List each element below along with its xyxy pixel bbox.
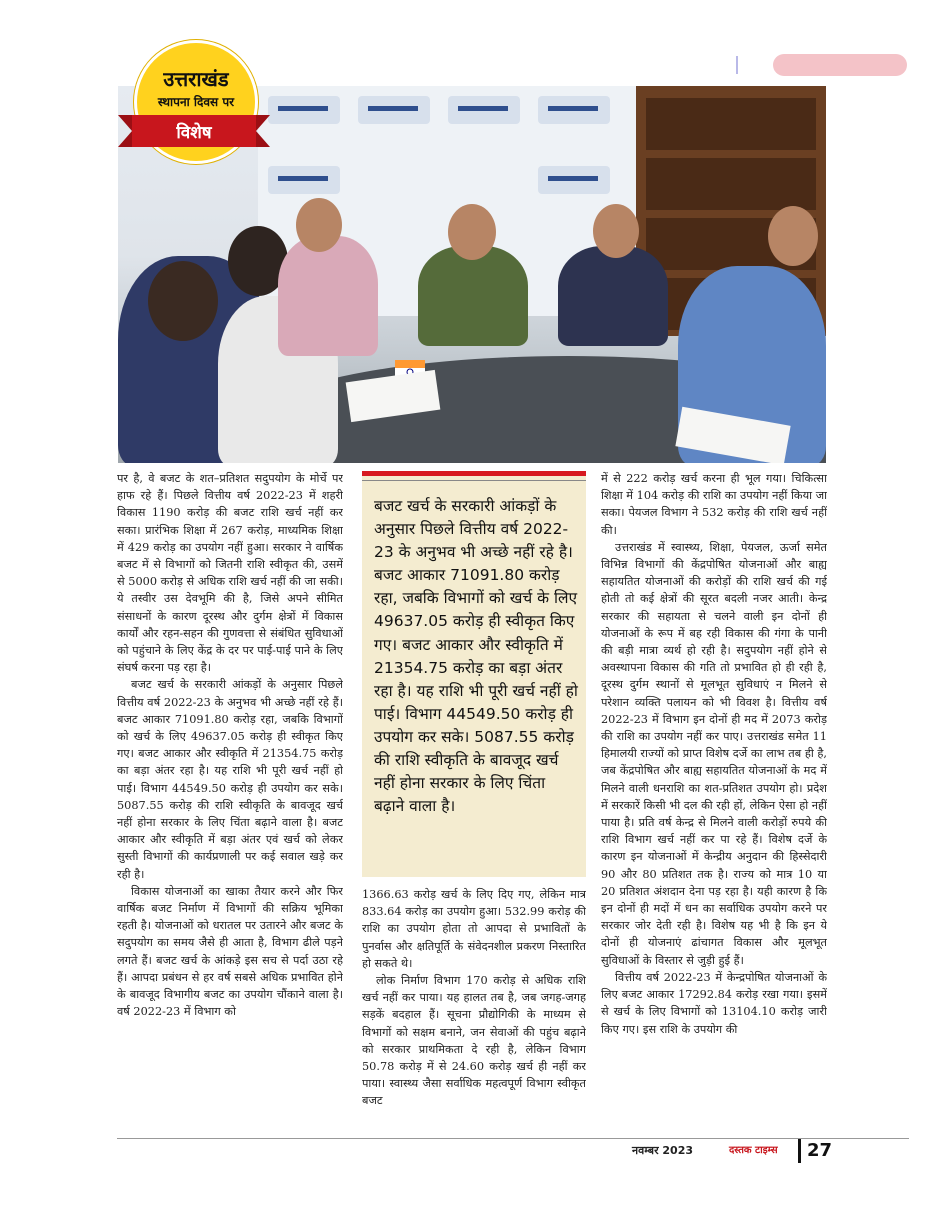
photo-person-head <box>148 261 218 341</box>
article-column-3 <box>601 470 827 1138</box>
footer-brand: दस्तक टाइम्स <box>729 1145 778 1156</box>
pull-quote-box <box>362 471 586 877</box>
paragraph: विकास योजनाओं का खाका तैयार करने और फिर वार्षिक बजट निर्माण में विभागों की सक्रिय भूमिका रहती है। योजनाओं को धरातल पर उतारने और बजट के सदुपयोग का समय जैसे ही आता है, विभाग ढीले पड़ने लगते हैं। बजट खर्च के आंकड़े इस सच से पर्दा उठा रहे हैं। आपदा प्रबंधन से हर वर्ष सबसे अधिक प्रभावित होने के बावजूद विभागीय बजट का उपयोग चौंकाने वाला है। वर्ष 2022-23 में विभाग को <box>117 884 343 1019</box>
photo-banner-logo <box>538 96 610 124</box>
paragraph: में से 222 करोड़ खर्च करना ही भूल गया। चिकित्सा शिक्षा में 104 करोड़ की राशि का उपयोग नहीं किया जा सका। पेयजल विभाग ने 532 करोड़ की राशि खर्च नहीं की। <box>601 472 827 537</box>
paragraph: 1366.63 करोड़ खर्च के लिए दिए गए, लेकिन मात्र 833.64 करोड़ का उपयोग हुआ। 532.99 करोड़ की राशि का उपयोग होता तो आपदा से प्रभावितों के पुनर्वास और क्षतिपूर्ति के संवेदनशील प्रकरण निस्तारित हो सकते थे। <box>362 888 586 970</box>
photo-banner-logo <box>448 96 520 124</box>
header-divider <box>736 56 738 74</box>
photo-person-head <box>448 204 496 260</box>
badge-title: उत्तराखंड <box>163 67 229 91</box>
ribbon-label: विशेष <box>176 123 212 143</box>
article-column-2 <box>362 886 586 1138</box>
paragraph: पर है, वे बजट के शत–प्रतिशत सदुपयोग के मोर्चे पर हाफ रहे हैं। पिछले वित्तीय वर्ष 2022-23 में शहरी विकास 1190 करोड़ की बजट राशि खर्च नहीं कर सका। प्रारंभिक शिक्षा में 267 करोड़, माध्यमिक शिक्षा में 429 करोड़ का उपयोग नहीं हुआ। सरकार ने वार्षिक बजट में से विभागों को जितनी राशि स्वीकृत की, उसमें से 5000 करोड़ से अधिक राशि खर्च नहीं की जा सकी। ये तस्वीर उस देवभूमि की है, जिसे अपने सीमित संसाधनों के कारण दूरस्थ और दुर्गम क्षेत्रों में विकास कार्यों और रहन-सहन की गुणवत्ता से संबंधित सुविधाओं को पहुंचाने के लिए केंद्र के दर पर पाई-पाई पाने के लिए संघर्ष करना पड़ रहा है। <box>117 472 343 675</box>
photo-person-head <box>593 204 639 258</box>
footer-rule <box>117 1138 909 1139</box>
photo-person-head <box>768 206 818 266</box>
paragraph: लोक निर्माण विभाग 170 करोड़ से अधिक राशि खर्च नहीं कर पाया। यह हालत तब है, जब जगह-जगह सड़कें बदहाल हैं। सूचना प्रौद्योगिकी के माध्यम से विभागों को सक्षम बनाने, जन सेवाओं की पहुंच बढ़ाने को सरकार प्राथमिकता दे रही है, लेकिन विभाग 50.78 करोड़ में से 24.60 करोड़ खर्च ही नहीं कर पाया। स्वास्थ्य जैसा सर्वाधिक महत्वपूर्ण विभाग स्वीकृत बजट <box>362 974 586 1108</box>
photo-person-head <box>296 198 342 252</box>
article-column-1 <box>117 470 343 1138</box>
special-ribbon <box>132 115 256 147</box>
footer-separator <box>798 1139 801 1163</box>
pull-quote-text: बजट खर्च के सरकारी आंकड़ों के अनुसार पिछले वित्तीय वर्ष 2022-23 के अनुभव भी अच्छे नहीं रहे है। बजट आकार 71091.80 करोड़ रहा, जबकि विभागों को खर्च के लिए 49637.05 करोड़ ही स्वीकृत किए गए। बजट आकार और स्वीकृति में 21354.75 करोड़ का बड़ा अंतर रहा है। यह राशि भी पूरी खर्च नहीं हो पाई। विभाग 44549.50 करोड़ ही उपयोग कर सके। 5087.55 करोड़ की राशि स्वीकृति के बावजूद खर्च नहीं होना सरकार के लिए चिंता बढ़ाने वाला है। <box>374 497 578 816</box>
badge-subtitle: स्थापना दिवस पर <box>157 95 235 109</box>
paragraph: वित्तीय वर्ष 2022-23 में केन्द्रपोषित योजनाओं के लिए बजट आकार 17292.84 करोड़ रखा गया। इसमें से खर्च के लिए विभागों को 13104.10 करोड़ जारी किए गए। इस राशि के उपयोग की <box>601 970 827 1036</box>
pull-quote-rule <box>362 471 586 476</box>
paragraph: उत्तराखंड में स्वास्थ्य, शिक्षा, पेयजल, ऊर्जा समेत विभिन्न विभागों की केंद्रपोषित योजनाओं और बाह्य सहायतित योजनाओं की करोड़ों की राशि खर्च की गई होती तो कई क्षेत्रों की सूरत बदली नजर आती। केन्द्र सरकार की सहायता से चलने वाली इन दोनों ही योजनाओं के रूप में बह रही विकास की गंगा के पानी की बड़ी मात्रा व्यर्थ हो रही है। सदुपयोग नहीं होने से अवस्थापना विकास की गति तो प्रभावित हो ही रही है, दूरस्थ दुर्गम स्थानों से मूलभूत सुविधाएं न मिलने से परेशान व्यक्ति पलायन को भी विवश है। वित्तीय वर्ष 2022-23 में विभाग इन दोनों ही मद में 2073 करोड़ की राशि का उपयोग नहीं कर पाए। उत्तराखंड समेत 11 हिमालयी राज्यों को प्राप्त विशेष दर्जे का लाभ तब ही है, जब केंद्रपोषित और बाह्य सहायतित योजनाओं के मद में मिलने वाली धनराशि का शत-प्रतिशत उपयोग हो। प्रदेश में सरकारें किसी भी दल की रही हों, लेकिन ऐसा हो नहीं पाया है। प्रति वर्ष केन्द्र से मिलने वाली करोड़ों रुपये की राशि विभाग खर्च नहीं कर पा रहे हैं। विशेष दर्जे के कारण इन योजनाओं में केन्द्रीय अनुदान की हिस्सेदारी 90 और 80 प्रतिशत तक है। राज्य को मात्र 10 या 20 प्रतिशत अंशदान देना पड़ रहा है। यही कारण है कि इन दोनों ही मदों में धन का सर्वाधिक उपयोग करने पर सरकार जोर देती रही है। विशेष यह भी है कि इन ये दोनों ही योजनाएं ढांचागत विकास और मूलभूत सुविधाओं के विस्तार से जुड़ी हुई हैं। <box>601 540 827 967</box>
photo-banner-logo <box>268 96 340 124</box>
photo-person <box>278 236 378 356</box>
photo-banner-logo <box>538 166 610 194</box>
pull-quote-rule-thin <box>362 480 586 481</box>
page-number: 27 <box>807 1140 833 1161</box>
footer-date: नवम्बर 2023 <box>632 1144 694 1157</box>
photo-person <box>418 246 528 346</box>
photo-banner-logo <box>358 96 430 124</box>
header-pill <box>773 54 907 76</box>
photo-banner-logo <box>268 166 340 194</box>
photo-person <box>558 246 668 346</box>
paragraph: बजट खर्च के सरकारी आंकड़ों के अनुसार पिछले वित्तीय वर्ष 2022-23 के अनुभव भी अच्छे नहीं रहे हैं। बजट आकार 71091.80 करोड़ रहा, जबकि विभागों को खर्च के लिए 49637.05 करोड़ ही स्वीकृत किए गए। बजट आकार और स्वीकृति में 21354.75 करोड़ का बड़ा अंतर रहा है। यह राशि भी पूरी खर्च नहीं हो पाई। विभाग 44549.50 करोड़ ही उपयोग कर सके। 5087.55 करोड़ की राशि स्वीकृति के बावजूद खर्च नहीं होना सरकार के लिए चिंता बढ़ाने वाला है। बजट आकार और स्वीकृति में बड़ा अंतर एवं खर्च को लेकर सुस्ती विभागों की कार्यप्रणाली पर कई सवाल खड़े कर रही है। <box>117 678 343 881</box>
